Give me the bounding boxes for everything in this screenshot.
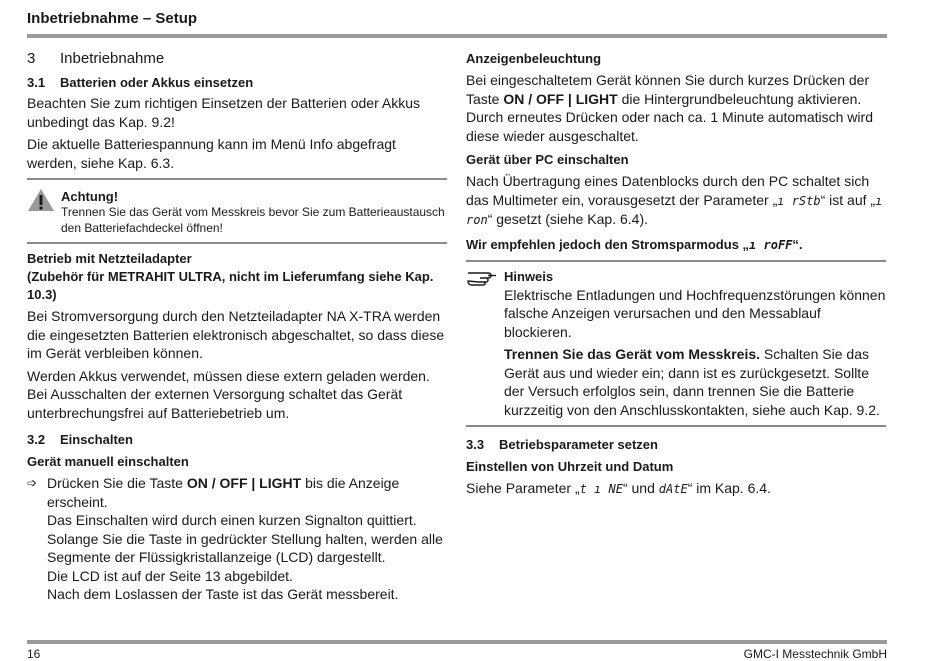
divider [466,260,886,262]
paragraph-pc-on [466,172,886,230]
divider [27,242,447,244]
paragraph-text: “ und [622,480,659,496]
paragraph-backlight [466,71,886,145]
instruction-text: Solange Sie die Taste in gedrückter Stellung halten, werden alle Segmente der Flüssigkristallanzeige (LCD) dargestellt. [47,530,443,565]
recommendation-text: Wir empfehlen jedoch den Stromsparmodus „ [466,236,750,252]
page-header-title: Inbetriebnahme – Setup [27,10,198,27]
warning-title: Achtung! [61,189,119,204]
subheading-backlight: Anzeigenbeleuchtung [466,51,602,66]
hint-paragraph: Elektrische Entladungen und Hochfrequenzstörungen können falsche Anzeigen verursachen und den Messablauf blockieren. [504,286,886,340]
instruction-text: bis die Anzeige erscheint. [47,475,400,510]
paragraph-text: Nach Übertragung eines Datenblocks durch den PC schaltet sich das Multimeter ein, vorausgesetzt der Parameter „ [466,173,870,208]
instruction-item [27,474,447,608]
lcd-parameter: ı roFF [749,237,793,252]
warning-box [27,188,447,236]
instruction-text: Das Einschalten wird durch einen kurzen Signalton quittiert. [47,512,417,528]
section-3-1-heading [27,75,447,90]
hint-paragraph [504,345,886,419]
instruction-text: Die LCD ist auf der Seite 13 abgebildet. [47,567,293,584]
section-number: 3.3 [466,437,485,452]
section-title: Betriebsparameter setzen [499,437,658,452]
hint-emphasis: Trennen Sie das Gerät vom Messkreis. [504,346,761,362]
footer-company: GMC-I Messtechnik GmbH [743,647,887,661]
footer-rule [27,640,887,644]
hint-box [466,268,886,420]
pointing-hand-icon [466,268,498,286]
paragraph-text: Bei eingeschaltetem Gerät können Sie durch kurzes Drücken der Taste [466,72,870,107]
section-number: 3 [27,50,36,67]
section-title: Batterien oder Akkus einsetzen [60,75,254,90]
lcd-parameter: ı rStb [777,193,821,208]
paragraph-adapter: Bei Stromversorgung durch den Netzteiladapter NA X-TRA werden die eingesetzten Batterien elektronisch abgeschaltet, so dass diese im Gerät verbleiben können. [27,308,445,361]
recommendation [466,236,886,254]
page-number: 16 [27,647,41,661]
lcd-parameter: dAtE [658,482,688,496]
hint-text: Schalten Sie das Gerät aus und wieder ein; dann ist es zurückgesetzt. Sollte der Versuch erfolglos sein, dann trennen Sie die Batterie kurzzeitig von den Anschlusskontakten, siehe auch Kap. 9.2. [504,346,880,418]
section-title: Inbetriebnahme [60,50,165,67]
section-3-heading [27,50,447,67]
warning-icon [27,188,55,212]
paragraph-text: “ gesetzt (siehe Kap. 6.4). [487,211,648,227]
arrow-bullet-icon: ➩ [27,476,38,490]
divider [466,425,886,427]
paragraph-text: die Hintergrundbeleuchtung aktivieren. Durch erneutes Drücken oder nach ca. 1 Minute automatisch wird diese wieder ausgeschaltet. [466,90,873,144]
right-column [466,46,886,503]
section-number: 3.2 [27,432,46,447]
left-column [27,46,447,608]
divider [27,178,447,180]
paragraph-battery-voltage: Die aktuelle Batteriespannung kann im Menü Info abgefragt werden, siehe Kap. 6.3. [27,136,396,171]
header-rule [27,34,887,38]
subheading-title: Betrieb mit Netzteiladapter [27,251,192,266]
warning-text: Trennen Sie das Gerät vom Messkreis bevor Sie zum Batterieaustausch den Batteriefachdeckel öffnen! [61,205,445,235]
paragraph-text: “ im Kap. 6.4. [687,480,771,496]
paragraph-clock [466,479,886,499]
key-label: ON / OFF | LIGHT [503,90,618,107]
section-title: Einschalten [60,432,133,447]
section-number: 3.1 [27,75,46,90]
subheading-clock: Einstellen von Uhrzeit und Datum [466,459,674,474]
subheading-manual-on: Gerät manuell einschalten [27,454,189,469]
hint-title: Hinweis [504,269,554,284]
key-label: ON / OFF | LIGHT [186,475,302,491]
subheading-pc-on: Gerät über PC einschalten [466,152,629,167]
paragraph-rechargeable: Werden Akkus verwendet, müssen diese extern geladen werden. Bei Ausschalten der externen Versorgung schaltet das Gerät unterbrechungsfrei auf Batteriebetrieb um. [27,367,430,421]
paragraph-text: Siehe Parameter „ [466,480,580,496]
lcd-parameter: ı ron [466,193,883,227]
lcd-parameter: t ı NE [579,482,623,496]
instruction-text: Drücken Sie die Taste [47,475,187,491]
instruction-text: Nach dem Loslassen der Taste ist das Gerät messbereit. [47,586,399,602]
paragraph-battery-insert: Beachten Sie zum richtigen Einsetzen der Batterien oder Akkus unbedingt das Kap. 9.2! [27,95,420,130]
recommendation-text: “. [792,236,803,252]
subheading-note: (Zubehör für METRAHIT ULTRA, nicht im Lieferumfang siehe Kap. 10.3) [27,269,434,302]
subheading-power-adapter [27,250,447,304]
section-3-2-heading [27,432,447,447]
paragraph-text: “ ist auf „ [820,191,876,208]
section-3-3-heading [466,437,886,452]
